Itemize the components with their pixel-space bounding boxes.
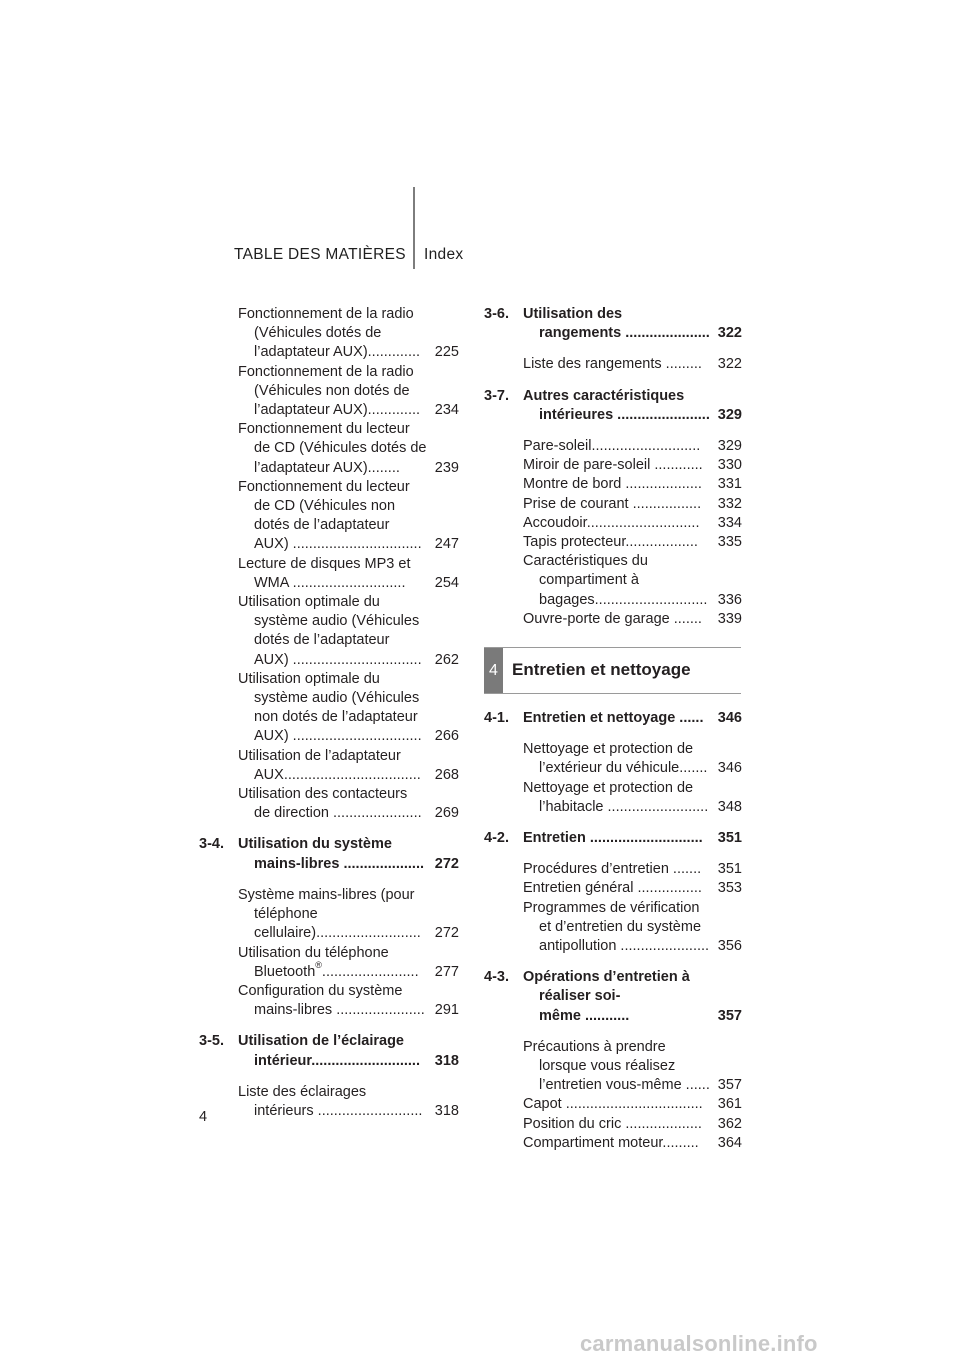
toc-left-column bbox=[199, 305, 461, 1121]
toc-entry-leader: .......................... bbox=[313, 1102, 423, 1119]
toc-section-title: Utilisation des rangements ..................... bbox=[484, 305, 710, 343]
toc-page-number: 277 bbox=[434, 963, 459, 980]
toc-entry[interactable] bbox=[484, 495, 744, 514]
toc-entry[interactable] bbox=[199, 944, 461, 982]
toc-page-number: 346 bbox=[717, 710, 742, 726]
toc-section-number: 3-4. bbox=[199, 836, 224, 853]
toc-page-number: 318 bbox=[434, 1052, 459, 1069]
toc-entry-title: Utilisation du téléphone Bluetooth®........................ bbox=[238, 944, 419, 980]
toc-entry-leader: ............................ bbox=[594, 591, 708, 608]
toc-entry-title: Accoudoir............................ bbox=[523, 514, 700, 531]
toc-entry-title: Utilisation des contacteurs de direction ...................... bbox=[238, 786, 422, 822]
toc-page-number: 351 bbox=[717, 861, 742, 878]
toc-page-number: 234 bbox=[434, 402, 459, 419]
toc-section-number: 4-1. bbox=[484, 710, 509, 726]
toc-entry-leader: ..................... bbox=[621, 325, 710, 342]
toc-entry[interactable] bbox=[484, 387, 744, 425]
toc-section-title: Autres caractéristiques intérieures ....................... bbox=[484, 387, 710, 425]
toc-entry[interactable] bbox=[484, 709, 744, 728]
toc-entry[interactable] bbox=[484, 899, 744, 957]
toc-entry-leader: .......................... bbox=[316, 925, 421, 942]
toc-page-number: 268 bbox=[434, 766, 459, 783]
toc-page-number: 247 bbox=[434, 536, 459, 553]
toc-entry[interactable] bbox=[199, 670, 461, 747]
toc-page-number: 269 bbox=[434, 805, 459, 822]
toc-page-number: 322 bbox=[717, 325, 742, 342]
toc-entry-leader: ........................... bbox=[591, 438, 701, 455]
toc-entry-leader: ............................ bbox=[586, 514, 700, 531]
toc-entry-title: Configuration du système mains-libres ...................... bbox=[238, 982, 425, 1019]
toc-page-number: 351 bbox=[717, 830, 742, 847]
toc-page-number: 361 bbox=[717, 1096, 742, 1113]
toc-page-number: 364 bbox=[717, 1134, 742, 1151]
toc-entry[interactable] bbox=[199, 1083, 461, 1121]
toc-page-number: 330 bbox=[717, 457, 742, 474]
toc-entry[interactable] bbox=[199, 1032, 461, 1070]
toc-entry-leader: ...................... bbox=[616, 938, 710, 955]
toc-section-number: 3-7. bbox=[484, 387, 509, 404]
toc-entry-leader: ....................... bbox=[613, 406, 710, 423]
toc-page-number: 356 bbox=[717, 938, 742, 955]
toc-entry-leader: ............. bbox=[367, 402, 421, 419]
toc-entry-leader: ................................ bbox=[288, 728, 422, 745]
toc-entry[interactable] bbox=[484, 533, 744, 552]
toc-entry-title: Système mains-libres (pour téléphone cellulaire).......................... bbox=[238, 886, 421, 942]
toc-entry[interactable] bbox=[484, 829, 744, 848]
toc-entry-title: Prise de courant ................. bbox=[523, 495, 702, 512]
toc-entry[interactable] bbox=[484, 860, 744, 879]
toc-entry[interactable] bbox=[484, 1134, 744, 1153]
toc-entry-leader: ............ bbox=[650, 457, 703, 474]
toc-entry-leader: ......... bbox=[662, 1134, 699, 1151]
toc-entry-title: Nettoyage et protection de l’habitacle ......................... bbox=[523, 779, 709, 815]
toc-page-number: 322 bbox=[717, 356, 742, 373]
toc-entry-title: Ouvre-porte de garage ....... bbox=[523, 610, 702, 627]
toc-link[interactable]: TABLE DES MATIÈRES bbox=[234, 246, 406, 263]
toc-entry-leader: .................. bbox=[625, 534, 698, 551]
toc-page-number: 225 bbox=[434, 344, 459, 361]
toc-page-number: 336 bbox=[717, 591, 742, 608]
index-link[interactable]: Index bbox=[424, 246, 464, 263]
toc-entry[interactable] bbox=[199, 982, 461, 1020]
toc-entry-leader: ......................... bbox=[603, 798, 709, 815]
toc-entry-leader: ....... bbox=[679, 760, 708, 777]
toc-entry-title: Pare-soleil........................... bbox=[523, 438, 701, 455]
toc-entry-leader: ........ bbox=[367, 459, 400, 476]
toc-entry[interactable] bbox=[199, 747, 461, 785]
watermark-logo: carmanualsonline.info bbox=[580, 1331, 818, 1356]
toc-section-title-line2: rangements ..................... bbox=[539, 325, 710, 342]
toc-entry-leader: ...... bbox=[675, 710, 704, 726]
toc-entry-leader: ................. bbox=[628, 495, 702, 512]
toc-entry-title: Précautions à prendre lorsque vous réalisez l’entretien vous-même ...... bbox=[523, 1038, 710, 1094]
toc-entry-leader: .................................. bbox=[561, 1096, 703, 1113]
toc-entry[interactable] bbox=[484, 879, 744, 898]
toc-page-number: 272 bbox=[434, 925, 459, 942]
toc-entry[interactable] bbox=[484, 514, 744, 533]
toc-entry[interactable] bbox=[484, 475, 744, 494]
toc-entry-leader: ...... bbox=[681, 1077, 710, 1094]
toc-entry[interactable] bbox=[484, 740, 744, 778]
toc-entry-title: Fonctionnement de la radio (Véhicules non dotés de l’adaptateur AUX)............. bbox=[238, 363, 421, 419]
toc-entry-leader: .................................. bbox=[283, 766, 421, 783]
toc-section-title-line2: mains-libres .................... bbox=[254, 855, 425, 872]
toc-entry-leader: ................... bbox=[621, 1115, 702, 1132]
toc-page-number: 339 bbox=[717, 610, 742, 627]
toc-entry-title: Utilisation de l’adaptateur AUX.................................. bbox=[238, 747, 421, 783]
toc-entry[interactable] bbox=[484, 355, 744, 374]
toc-page-number: 362 bbox=[717, 1115, 742, 1132]
toc-entry[interactable] bbox=[199, 886, 461, 944]
toc-entry[interactable] bbox=[199, 835, 461, 873]
toc-right-column-upper bbox=[484, 305, 744, 629]
toc-section-number: 3-6. bbox=[484, 306, 509, 322]
toc-entry-leader: .................... bbox=[339, 855, 425, 872]
toc-page-number: 334 bbox=[717, 514, 742, 531]
toc-page-number: 331 bbox=[717, 476, 742, 493]
toc-page-number: 332 bbox=[717, 495, 742, 512]
toc-entry-title: Position du cric ................... bbox=[523, 1115, 702, 1132]
toc-page-number: 335 bbox=[717, 534, 742, 551]
toc-entry[interactable] bbox=[484, 305, 744, 343]
toc-section-title: Utilisation de l’éclairage intérieur........................... bbox=[199, 1032, 427, 1070]
toc-section-title: Entretien ............................ bbox=[523, 830, 703, 847]
chapter-number-tab: 4 bbox=[484, 648, 503, 693]
toc-entry-title: Fonctionnement du lecteur de CD (Véhicules dotés de l’adaptateur AUX)........ bbox=[238, 421, 427, 476]
toc-entry-leader: ...................... bbox=[328, 805, 422, 822]
toc-entry-title: Liste des rangements ......... bbox=[523, 356, 702, 373]
toc-entry-title: Utilisation optimale du système audio (Véhicules dotés de l’adaptateur AUX) ................................ bbox=[238, 594, 422, 668]
toc-entry[interactable] bbox=[484, 437, 744, 456]
toc-section-title-line2: intérieur........................... bbox=[254, 1052, 420, 1069]
toc-entry-leader: ....... bbox=[669, 610, 702, 627]
toc-section-title: Entretien et nettoyage ...... bbox=[523, 710, 704, 726]
toc-section-number: 3-5. bbox=[199, 1033, 224, 1050]
registered-mark: ® bbox=[315, 959, 322, 970]
toc-entry[interactable] bbox=[484, 1095, 744, 1114]
toc-right-column-lower bbox=[484, 709, 744, 1153]
toc-entry[interactable] bbox=[199, 420, 461, 478]
toc-page-number: 254 bbox=[434, 574, 459, 591]
toc-entry-leader: ................ bbox=[633, 880, 702, 897]
toc-entry-title: Compartiment moteur......... bbox=[523, 1134, 699, 1151]
toc-page-number: 346 bbox=[717, 760, 742, 777]
toc-entry-leader: ........... bbox=[580, 1007, 630, 1024]
chapter-heading bbox=[484, 647, 741, 694]
toc-entry[interactable] bbox=[199, 363, 461, 421]
toc-entry-leader: ................................ bbox=[288, 536, 422, 553]
toc-section-number: 4-3. bbox=[484, 969, 509, 986]
toc-entry[interactable] bbox=[199, 593, 461, 670]
toc-page-number: 272 bbox=[434, 855, 459, 872]
toc-section-title: Opérations d’entretien à réaliser soi-même ........... bbox=[484, 968, 710, 1026]
toc-entry[interactable] bbox=[199, 555, 461, 593]
toc-section-number: 4-2. bbox=[484, 830, 509, 847]
toc-entry-leader: ............................ bbox=[288, 574, 406, 591]
toc-entry-title: Fonctionnement de la radio (Véhicules dotés de l’adaptateur AUX)............. bbox=[238, 306, 421, 361]
toc-entry-leader: ......... bbox=[661, 356, 702, 373]
toc-entry-title: Miroir de pare-soleil ............ bbox=[523, 457, 703, 474]
toc-page-number: 348 bbox=[717, 798, 742, 815]
toc-entry[interactable] bbox=[484, 456, 744, 475]
toc-section-title: Utilisation du système mains-libres .................... bbox=[199, 835, 427, 873]
toc-entry[interactable] bbox=[484, 968, 744, 1026]
toc-page-number: 291 bbox=[434, 1002, 459, 1019]
toc-entry[interactable] bbox=[484, 779, 744, 817]
toc-page-number: 318 bbox=[434, 1102, 459, 1119]
toc-entry-leader: ........................... bbox=[311, 1052, 420, 1069]
toc-entry-title: Utilisation optimale du système audio (Véhicules non dotés de l’adaptateur AUX) ................................ bbox=[238, 670, 422, 745]
toc-entry-leader: ............. bbox=[367, 344, 421, 361]
toc-entry-leader: ...................... bbox=[332, 1002, 425, 1019]
chapter-title[interactable]: Entretien et nettoyage bbox=[512, 660, 691, 679]
toc-page-number: 357 bbox=[717, 1007, 742, 1024]
toc-entry[interactable] bbox=[484, 552, 744, 610]
toc-entry-title: Montre de bord ................... bbox=[523, 476, 702, 493]
toc-entry[interactable] bbox=[484, 1038, 744, 1096]
toc-page-number: 266 bbox=[434, 728, 459, 745]
toc-page-number: 329 bbox=[717, 438, 742, 455]
toc-page-number: 353 bbox=[717, 880, 742, 897]
toc-section-title-line2: intérieures ....................... bbox=[539, 406, 710, 423]
toc-entry-leader: ............................ bbox=[585, 830, 703, 847]
toc-entry-leader: ................... bbox=[621, 476, 702, 493]
toc-page-number: 329 bbox=[717, 406, 742, 423]
toc-entry[interactable] bbox=[199, 785, 461, 823]
toc-page-number: 357 bbox=[717, 1077, 742, 1094]
page-number: 4 bbox=[199, 1109, 208, 1125]
toc-entry-title: Fonctionnement du lecteur de CD (Véhicules non dotés de l’adaptateur AUX) ................................ bbox=[238, 478, 422, 553]
toc-page-number: 262 bbox=[434, 651, 459, 668]
toc-entry[interactable] bbox=[484, 610, 744, 629]
toc-entry-title: Capot .................................. bbox=[523, 1096, 703, 1113]
toc-entry-title: Entretien général ................ bbox=[523, 880, 702, 897]
toc-entry-title: Nettoyage et protection de l’extérieur du véhicule....... bbox=[523, 741, 708, 777]
toc-entry-title: Programmes de vérification et d’entretien du système antipollution ...................... bbox=[523, 899, 710, 955]
toc-entry-title: Liste des éclairages intérieurs .......................... bbox=[238, 1083, 423, 1119]
toc-entry-title: Lecture de disques MP3 et WMA ............................ bbox=[238, 555, 411, 591]
header-divider bbox=[413, 187, 415, 269]
toc-entry-title: Procédures d’entretien ....... bbox=[523, 861, 702, 878]
toc-page-number: 239 bbox=[434, 459, 459, 476]
toc-entry-title: Caractéristiques du compartiment à bagages............................ bbox=[523, 553, 708, 608]
toc-entry-leader: ....... bbox=[668, 861, 702, 878]
toc-entry-leader: ................................ bbox=[288, 651, 422, 668]
toc-section-title-line2: réaliser soi-même ........... bbox=[539, 988, 630, 1024]
toc-entry[interactable] bbox=[484, 1115, 744, 1134]
toc-entry[interactable] bbox=[199, 305, 461, 363]
toc-entry-title: Tapis protecteur.................. bbox=[523, 534, 698, 551]
toc-entry[interactable] bbox=[199, 478, 461, 555]
toc-entry-leader: ........................ bbox=[321, 963, 419, 980]
